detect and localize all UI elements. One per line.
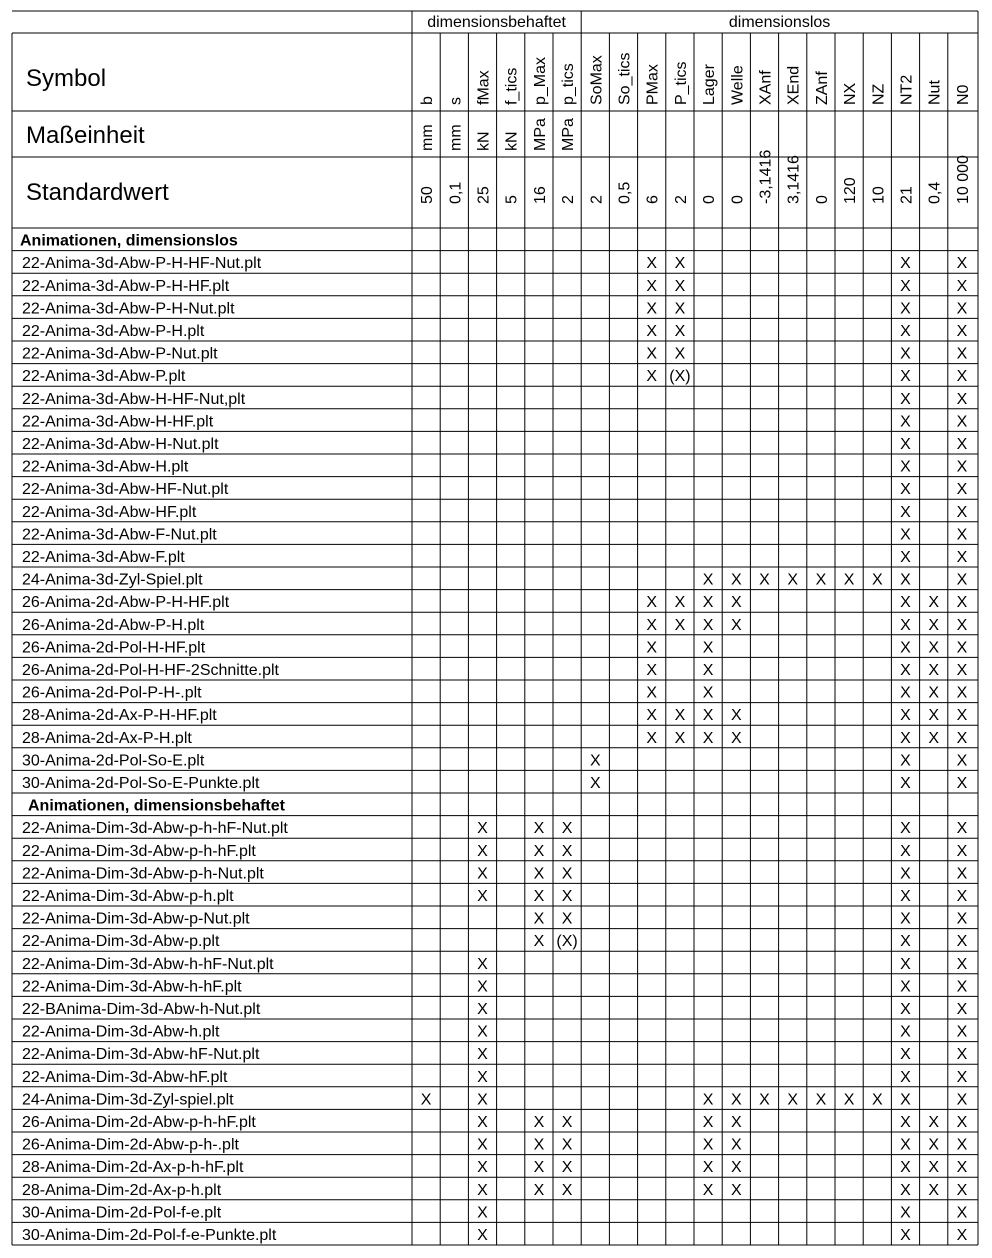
usage-mark: X [956,1181,968,1199]
usage-mark: X [900,1227,911,1244]
usage-mark: X [928,594,940,612]
usage-mark: X [900,1091,911,1109]
usage-mark: X [702,1181,714,1199]
usage-mark: X [928,1181,940,1199]
usage-mark: X [928,707,940,725]
file-name: 26-Anima-2d-Pol-H-HF.plt [22,639,206,657]
usage-mark: X [561,1159,573,1177]
usage-mark: X [533,1136,545,1154]
usage-mark: X [900,1068,911,1086]
usage-mark: X [477,1046,488,1064]
usage-mark: X [674,277,686,295]
column-default-value: 0,5 [616,181,634,204]
usage-mark: X [477,978,488,996]
usage-mark: X [477,820,488,838]
usage-mark: X [561,865,573,883]
usage-mark: X [900,481,911,499]
usage-mark: X [815,1091,827,1109]
usage-mark: X [928,662,940,679]
usage-mark: X [956,277,968,295]
file-name: 26-Anima-2d-Abw-P-H-HF.plt [22,594,230,612]
column-symbol-b: b [419,96,437,105]
usage-mark: X [900,910,911,928]
usage-mark: X [871,1091,883,1109]
usage-mark: X [900,1181,911,1199]
file-name: 22-Anima-3d-Abw-HF-Nut.plt [22,481,229,499]
usage-mark: X [646,729,658,747]
usage-mark: X [928,1136,940,1154]
usage-mark: X [900,458,911,476]
usage-mark: X [533,842,545,860]
usage-mark: X [702,729,714,747]
usage-mark: X [900,526,911,544]
usage-mark: X [730,729,742,747]
usage-mark: X [900,888,911,905]
usage-mark: X [702,1159,714,1177]
usage-mark: X [702,1136,714,1154]
column-symbol-n0: N0 [954,84,972,105]
usage-mark: X [702,639,714,657]
file-name: 22-Anima-3d-Abw-H-HF-Nut,plt [22,390,246,408]
usage-mark: X [956,1227,968,1244]
usage-mark: X [956,390,968,408]
usage-mark: X [956,436,968,453]
usage-mark: X [900,1204,911,1222]
usage-mark: X [900,978,911,996]
file-name: 26-Anima-Dim-2d-Abw-p-h-.plt [22,1136,239,1154]
column-symbol-so-tics: So_tics [616,52,634,105]
usage-mark: X [956,549,968,566]
usage-mark: X [900,639,911,657]
usage-mark: X [702,616,714,634]
file-name: 22-BAnima-Dim-3d-Abw-h-Nut.plt [22,1001,261,1018]
usage-mark: X [956,526,968,544]
file-name: 26-Anima-2d-Pol-H-HF-2Schnitte.plt [22,662,279,679]
column-default-value: 2 [588,195,606,204]
file-name: 22-Anima-Dim-3d-Abw-p-Nut.plt [22,910,250,928]
column-default-value: 25 [475,186,493,204]
usage-mark: X [956,1114,968,1131]
usage-mark: X [843,571,855,589]
usage-mark: X [477,1001,488,1018]
file-name: 22-Anima-3d-Abw-H-Nut.plt [22,436,219,453]
usage-mark: X [815,571,827,589]
usage-mark: X [561,888,573,905]
usage-mark: X [956,616,968,634]
column-symbol-nt2: NT2 [898,74,916,105]
row-label-unit: Maßeinheit [26,122,145,149]
usage-mark: X [702,594,714,612]
usage-mark: X [956,978,968,996]
column-symbol-fmax: fMax [475,70,493,105]
usage-mark: X [900,390,911,408]
file-name: 28-Anima-Dim-2d-Ax-p-h-hF.plt [22,1159,244,1177]
usage-mark: X [928,729,940,747]
usage-mark: X [589,775,601,792]
usage-mark: X [477,955,488,973]
usage-mark: X [900,616,911,634]
usage-mark: X [956,1023,968,1041]
usage-mark: (X) [556,933,578,951]
usage-mark: X [900,549,911,566]
usage-mark: X [646,707,658,725]
column-symbol-xanf: XAnf [757,70,775,105]
column-default-value: 16 [531,186,549,204]
column-unit: kN [503,131,521,151]
usage-mark: X [956,775,968,792]
column-symbol-lager: Lager [701,64,719,105]
usage-mark: X [900,436,911,453]
file-name: 22-Anima-Dim-3d-Abw-p-h.plt [22,888,234,905]
column-default-value: 50 [419,186,437,204]
column-default-value: 2 [560,195,578,204]
usage-mark: X [900,842,911,860]
usage-mark: X [674,616,686,634]
file-name: 24-Anima-3d-Zyl-Spiel.plt [22,571,203,589]
usage-mark: X [928,1114,940,1131]
usage-mark: X [730,594,742,612]
usage-mark: X [956,662,968,679]
usage-mark: X [533,933,545,951]
column-default-value: -3,1416 [757,149,775,204]
usage-mark: X [730,616,742,634]
usage-mark: X [646,300,658,318]
usage-mark: X [646,616,658,634]
usage-mark: X [646,345,658,363]
usage-mark: X [477,1204,488,1222]
usage-mark: X [956,1091,968,1109]
usage-mark: X [900,300,911,318]
usage-mark: X [900,662,911,679]
usage-mark: X [928,616,940,634]
usage-mark: X [956,1001,968,1018]
usage-mark: X [900,368,911,386]
usage-mark: X [477,1068,488,1086]
column-unit: kN [475,131,493,151]
column-default-value: 0 [813,195,831,204]
usage-mark: X [702,1114,714,1131]
usage-mark: X [533,820,545,838]
usage-mark: X [900,820,911,838]
usage-mark: X [787,1091,799,1109]
usage-mark: X [533,1159,545,1177]
usage-mark: X [956,481,968,499]
usage-mark: X [900,255,911,273]
usage-mark: X [900,752,911,770]
file-name: 22-Anima-3d-Abw-F.plt [22,549,185,566]
column-symbol-xend: XEnd [785,65,803,105]
file-name: 22-Anima-3d-Abw-P-H-Nut.plt [22,300,235,318]
usage-mark: X [477,1114,488,1131]
column-default-value: 5 [503,195,521,204]
usage-mark: X [674,323,686,340]
usage-mark: X [702,1091,714,1109]
usage-mark: X [956,888,968,905]
column-symbol-nx: NX [842,82,860,105]
usage-mark: X [900,1136,911,1154]
usage-mark: X [928,1159,940,1177]
file-name: 22-Anima-3d-Abw-P-H-HF.plt [22,277,230,295]
column-unit: MPa [560,118,578,151]
usage-mark: X [900,729,911,747]
usage-mark: X [561,1114,573,1131]
usage-mark: X [956,503,968,521]
usage-mark: X [900,775,911,792]
usage-mark: X [900,707,911,725]
file-name: 28-Anima-2d-Ax-P-H.plt [22,729,192,747]
column-default-value: 0,4 [926,181,944,204]
usage-mark: X [956,458,968,476]
usage-mark: X [956,752,968,770]
file-name: 30-Anima-Dim-2d-Pol-f-e-Punkte.plt [22,1227,277,1244]
usage-mark: X [561,910,573,928]
usage-mark: X [956,1204,968,1222]
usage-mark: X [646,368,658,386]
group-header-dimensionsbehaftet: dimensionsbehaftet [427,14,566,31]
file-name: 22-Anima-Dim-3d-Abw-h.plt [22,1023,220,1041]
column-default-value: 6 [644,195,662,204]
usage-mark: X [730,1114,742,1131]
column-unit: mm [447,124,465,151]
usage-mark: X [956,255,968,273]
usage-mark: X [589,752,601,770]
usage-mark: X [900,345,911,363]
column-symbol-somax: SoMax [588,55,606,105]
file-name: 28-Anima-2d-Ax-P-H-HF.plt [22,707,217,725]
usage-mark: X [477,1023,488,1041]
column-unit: MPa [531,118,549,151]
usage-mark: X [477,1181,488,1199]
usage-mark: X [561,820,573,838]
file-name: 30-Anima-2d-Pol-So-E.plt [22,752,205,770]
usage-mark: X [730,707,742,725]
usage-mark: X [730,1181,742,1199]
usage-mark: X [956,368,968,386]
usage-mark: X [646,323,658,340]
column-default-value: 10 000 [954,155,972,204]
file-name: 22-Anima-Dim-3d-Abw-p-h-Nut.plt [22,865,264,883]
usage-mark: X [900,503,911,521]
usage-mark: X [900,684,911,702]
usage-mark: X [956,684,968,702]
usage-mark: X [477,888,488,905]
file-name: 24-Anima-Dim-3d-Zyl-spiel.plt [22,1091,234,1109]
usage-mark: X [956,729,968,747]
usage-mark: X [533,1114,545,1131]
usage-mark: X [900,323,911,340]
file-name: 30-Anima-Dim-2d-Pol-f-e.plt [22,1204,222,1222]
usage-mark: X [477,1159,488,1177]
row-label-symbol: Symbol [26,65,107,92]
column-default-value: 0 [729,195,747,204]
usage-mark: X [646,639,658,657]
usage-mark: X [646,684,658,702]
file-name: 22-Anima-Dim-3d-Abw-h-hF-Nut.plt [22,955,274,973]
file-name: 22-Anima-Dim-3d-Abw-hF-Nut.plt [22,1046,260,1064]
file-name: 22-Anima-Dim-3d-Abw-p.plt [22,933,220,951]
file-name: 30-Anima-2d-Pol-So-E-Punkte.plt [22,775,260,792]
usage-mark: X [900,1114,911,1131]
usage-mark: X [956,413,968,431]
usage-mark: X [730,571,742,589]
file-name: 22-Anima-Dim-3d-Abw-h-hF.plt [22,978,242,996]
file-name: 22-Anima-3d-Abw-P-H.plt [22,323,205,340]
file-name: 22-Anima-Dim-3d-Abw-p-h-hF.plt [22,842,256,860]
usage-mark: X [956,639,968,657]
row-label-default: Standardwert [26,179,169,206]
usage-mark: X [956,707,968,725]
column-symbol-s: s [447,97,465,105]
usage-mark: X [956,933,968,951]
usage-mark: X [759,1091,770,1109]
usage-mark: X [843,1091,855,1109]
column-symbol-welle: Welle [729,65,747,105]
usage-mark: X [477,865,488,883]
usage-mark: X [646,255,658,273]
column-symbol-f-tics: f_tics [503,67,521,105]
usage-mark: X [477,1227,488,1244]
column-default-value: 10 [870,186,888,204]
column-default-value: 3,1416 [785,155,803,204]
file-name: 22-Anima-Dim-3d-Abw-p-h-hF-Nut.plt [22,820,288,838]
column-default-value: 2 [672,195,690,204]
usage-mark: X [477,1091,488,1109]
usage-mark: X [956,1136,968,1154]
section-heading: Animationen, dimensionsbehaftet [28,797,285,815]
usage-mark: X [730,1136,742,1154]
usage-mark: X [787,571,799,589]
file-name: 22-Anima-3d-Abw-H-HF.plt [22,413,214,431]
column-symbol-p-tics: p_tics [560,63,578,105]
usage-mark: X [674,594,686,612]
usage-mark: X [533,1181,545,1199]
usage-mark: X [561,1181,573,1199]
usage-mark: X [533,910,545,928]
usage-mark: X [477,1136,488,1154]
usage-mark: X [674,255,686,273]
usage-mark: X [561,842,573,860]
usage-mark: X [674,300,686,318]
usage-mark: X [900,1159,911,1177]
usage-mark: X [900,933,911,951]
usage-mark: X [730,1159,742,1177]
usage-mark: X [928,639,940,657]
file-name: 22-Anima-3d-Abw-P-Nut.plt [22,345,218,363]
usage-mark: X [871,571,883,589]
file-name: 22-Anima-3d-Abw-P.plt [22,368,186,386]
usage-mark: X [674,729,686,747]
usage-mark: X [674,707,686,725]
file-name: 26-Anima-2d-Pol-P-H-.plt [22,684,202,702]
usage-mark: X [956,300,968,318]
column-symbol-p-max: p_Max [531,56,549,105]
file-name: 22-Anima-3d-Abw-F-Nut.plt [22,526,217,544]
usage-mark: X [956,571,968,589]
usage-mark: X [956,910,968,928]
column-symbol-pmax: PMax [644,64,662,105]
column-symbol-nz: NZ [870,83,888,105]
usage-mark: X [561,1136,573,1154]
file-name: 22-Anima-3d-Abw-P-H-HF-Nut.plt [22,255,262,273]
column-symbol-nut: Nut [926,80,944,105]
file-name: 22-Anima-Dim-3d-Abw-hF.plt [22,1068,228,1086]
usage-mark: X [956,323,968,340]
usage-mark: X [956,955,968,973]
usage-mark: X [420,1091,432,1109]
usage-mark: X [900,571,911,589]
file-name: 26-Anima-Dim-2d-Abw-p-h-hF.plt [22,1114,256,1131]
section-heading: Animationen, dimensionslos [20,232,238,250]
usage-mark: X [730,1091,742,1109]
usage-mark: X [956,865,968,883]
column-symbol-p-tics: P_tics [672,61,690,105]
usage-mark: X [956,594,968,612]
usage-mark: X [956,820,968,838]
usage-mark: X [533,865,545,883]
usage-mark: X [956,345,968,363]
usage-mark: X [702,707,714,725]
usage-mark: X [900,1046,911,1064]
file-name: 28-Anima-Dim-2d-Ax-p-h.plt [22,1181,222,1199]
usage-mark: X [702,662,714,679]
usage-mark: X [956,842,968,860]
usage-mark: X [702,684,714,702]
column-default-value: 21 [898,186,916,204]
usage-mark: X [956,1046,968,1064]
usage-mark: X [900,1023,911,1041]
file-name: 26-Anima-2d-Abw-P-H.plt [22,616,205,634]
usage-mark: X [956,1068,968,1086]
usage-mark: X [900,1001,911,1018]
usage-mark: X [900,277,911,295]
usage-mark: X [928,684,940,702]
usage-mark: X [533,888,545,905]
usage-mark: X [956,1159,968,1177]
usage-mark: X [646,277,658,295]
usage-mark: X [900,865,911,883]
group-header-dimensionslos: dimensionslos [728,14,831,31]
column-unit: mm [419,124,437,151]
usage-mark: X [477,842,488,860]
usage-mark: X [646,594,658,612]
usage-mark: X [900,594,911,612]
file-name: 22-Anima-3d-Abw-HF.plt [22,503,197,521]
usage-mark: (X) [669,368,691,386]
column-default-value: 0,1 [447,181,465,204]
usage-mark: X [674,345,686,363]
usage-mark: X [900,413,911,431]
column-symbol-zanf: ZAnf [813,71,831,105]
usage-mark: X [900,955,911,973]
column-default-value: 120 [842,177,860,204]
file-name: 22-Anima-3d-Abw-H.plt [22,458,189,476]
usage-mark: X [646,662,658,679]
column-default-value: 0 [701,195,719,204]
usage-mark: X [702,571,714,589]
usage-mark: X [759,571,770,589]
